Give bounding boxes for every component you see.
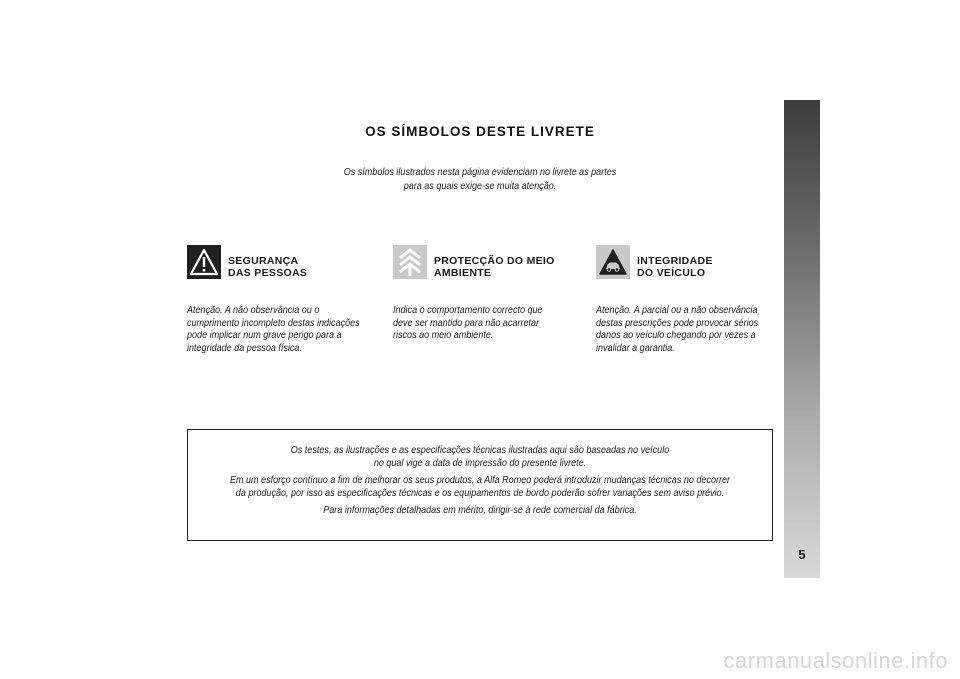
symbol-title — [228, 255, 388, 279]
intro-line: Os símbolos ilustrados nesta página evidenciam no livrete as partes — [343, 166, 617, 178]
description-line: cumprimento incompleto destas indicações — [187, 316, 360, 329]
symbol-title-line: DAS PESSOAS — [228, 267, 308, 279]
notice-line: Em um esforço contínuo a fim de melhorar os seus produtos, a Alfa Romeo poderá introduzir mudanças técnicas no decorrer — [229, 474, 731, 486]
side-tab — [784, 100, 820, 578]
description-line: invalidar a garantia. — [596, 341, 675, 354]
description-line: destas prescrições pode provocar sérios — [596, 316, 759, 329]
description-line: danos ao veículo chegando por vezes a — [596, 329, 756, 341]
symbol-description — [187, 304, 368, 354]
notice-paragraph — [229, 474, 731, 500]
notice-line: da produção, por isso as especificações técnicas e os equipamentos de bordo poderão sofrer variações sem aviso prévio. — [235, 487, 725, 499]
description-line: Atenção. A não observância ou o — [187, 304, 320, 316]
notice-text — [229, 444, 731, 521]
notice-paragraph — [229, 444, 731, 470]
intro-text — [282, 165, 678, 193]
symbol-title-line: DO VEÍCULO — [637, 267, 706, 279]
symbol-title-line: INTEGRIDADE — [637, 255, 713, 267]
description-line: riscos ao meio ambiente. — [393, 329, 494, 341]
vehicle-warning-icon — [596, 245, 630, 279]
page-number: 5 — [798, 547, 806, 562]
symbol-title — [434, 255, 594, 279]
environment-tree-icon — [393, 245, 427, 279]
intro-line: para as quais exige-se muita atenção. — [403, 180, 557, 192]
notice-line: Os testes, as ilustrações e as especificações técnicas ilustradas aqui são baseadas no veículo — [290, 444, 670, 456]
symbol-description — [393, 304, 574, 342]
symbol-title-line: PROTECÇÃO DO MEIO — [434, 255, 555, 267]
page-title: OS SÍMBOLOS DESTE LIVRETE — [365, 124, 595, 139]
notice-line: no qual vige a data de impressão do presente livrete. — [373, 457, 587, 469]
symbol-title — [637, 255, 797, 279]
description-line: deve ser mantido para não acarretar — [393, 316, 540, 329]
notice-box — [187, 429, 773, 541]
notice-line: Para informações detalhadas em mérito, dirigir-se à rede comercial da fábrica. — [323, 504, 637, 516]
description-line: Indica o comportamento correcto que — [393, 304, 543, 316]
symbol-title-line: AMBIENTE — [434, 267, 492, 279]
notice-paragraph — [229, 504, 731, 517]
symbol-title-line: SEGURANÇA — [228, 255, 299, 267]
symbol-description — [596, 304, 777, 354]
description-line: pode implicar num grave perigo para a — [187, 329, 342, 341]
watermark: carmanualsonline.info — [723, 648, 948, 673]
description-line: integridade da pessoa física. — [187, 341, 302, 354]
warning-triangle-icon — [187, 245, 221, 279]
description-line: Atenção. A parcial ou a não observância — [596, 304, 758, 316]
